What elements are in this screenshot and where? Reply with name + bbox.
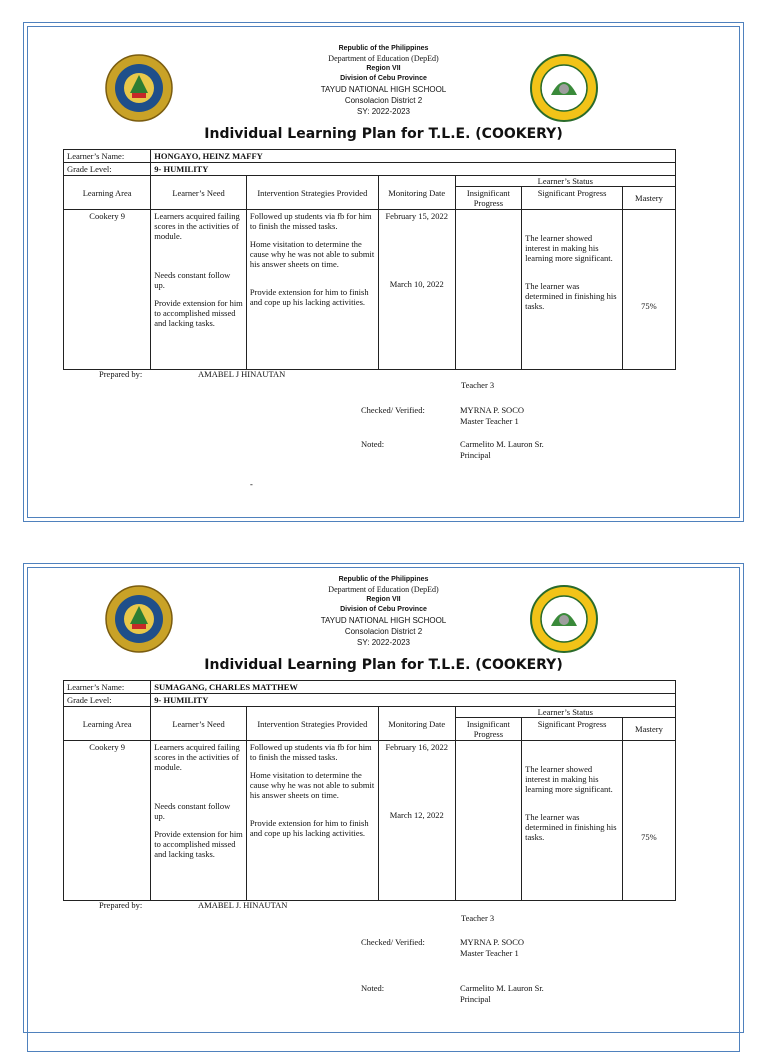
checked-label: Checked/ Verified: (361, 937, 425, 947)
region-line: Region VII (366, 65, 401, 72)
plan-title: Individual Learning Plan for T.L.E. (COOKERY) (204, 657, 563, 673)
school-name: TAYUD NATIONAL HIGH SCHOOL (320, 616, 447, 625)
need-1: Learners acquired failing scores in the activities of module. (154, 211, 240, 241)
date-1: February 16, 2022 (385, 742, 449, 752)
insignificant-cell (455, 210, 521, 370)
republic-line: Republic of the Philippines (338, 45, 429, 52)
col-intervention: Intervention Strategies Provided (246, 707, 378, 741)
plan-document-1 (23, 22, 744, 522)
department-line: Department of Education (DepEd) (328, 54, 439, 63)
col-learning-area: Learning Area (64, 176, 151, 210)
monitoring-date-cell (378, 210, 455, 370)
school-year: SY: 2022-2023 (357, 638, 410, 647)
strategy-2: Home visitation to determine the cause why he was not able to submit his answer sheets on time. (249, 770, 375, 800)
need-3: Provide extension for him to accomplished missed and lacking tasks. (154, 829, 243, 859)
need-1: Learners acquired failing scores in the activities of module. (154, 742, 240, 772)
division-line: Division of Cebu Province (340, 606, 427, 613)
noted-label: Noted: (361, 439, 385, 449)
prepared-by-name: AMABEL J HINAUTAN (198, 369, 286, 379)
prepared-by-label: Prepared by: (99, 900, 143, 910)
strategy-3: Provide extension for him to finish and cope up his lacking activities. (249, 818, 369, 838)
learning-area-cell: Cookery 9 (64, 210, 151, 370)
date-2: March 10, 2022 (389, 279, 444, 289)
col-learners-need: Learner’s Need (151, 176, 247, 210)
need-2: Needs constant follow up. (154, 270, 231, 290)
plan-document-2 (23, 563, 744, 1033)
checked-name: MYRNA P. SOCO (460, 405, 525, 415)
department-line: Department of Education (DepEd) (328, 585, 439, 594)
learning-plan-table (63, 149, 676, 370)
col-intervention: Intervention Strategies Provided (246, 176, 378, 210)
strategy-1: Followed up students via fb for him to finish the missed tasks. (249, 742, 372, 762)
insignificant-cell (455, 741, 521, 901)
col-learners-status: Learner’s Status (455, 707, 675, 718)
strategy-1: Followed up students via fb for him to finish the missed tasks. (249, 211, 372, 231)
learner-name: HONGAYO, HEINZ MAFFY (151, 150, 676, 163)
intervention-cell (246, 210, 378, 370)
school-header (24, 44, 743, 117)
significant-2: The learner was determined in finishing his tasks. (525, 812, 617, 842)
significant-cell (522, 210, 623, 370)
noted-title: Principal (460, 994, 491, 1004)
checked-title: Master Teacher 1 (460, 416, 519, 426)
mastery-cell (622, 210, 675, 370)
learner-name-label: Learner’s Name: (64, 150, 151, 163)
checked-label: Checked/ Verified: (361, 405, 425, 415)
mastery-value: 75% (641, 301, 657, 311)
col-significant-progress: Significant Progress (522, 718, 623, 741)
learning-area-cell: Cookery 9 (64, 741, 151, 901)
col-insignificant-progress: Insignificant Progress (455, 718, 521, 741)
learners-need-cell (151, 741, 247, 901)
plan-title: Individual Learning Plan for T.L.E. (COOKERY) (204, 126, 563, 142)
monitoring-date-cell (378, 741, 455, 901)
col-learners-status: Learner’s Status (455, 176, 675, 187)
col-learners-need: Learner’s Need (151, 707, 247, 741)
significant-1: The learner showed interest in making his learning more significant. (525, 764, 613, 794)
prepared-by-title: Teacher 3 (461, 380, 495, 390)
grade-level-label: Grade Level: (64, 694, 151, 707)
col-mastery: Mastery (622, 718, 675, 741)
grade-level: 9- HUMILITY (151, 163, 676, 176)
noted-name: Carmelito M. Lauron Sr. (460, 439, 544, 449)
date-1: February 15, 2022 (385, 211, 449, 221)
col-insignificant-progress: Insignificant Progress (455, 187, 521, 210)
strategy-3: Provide extension for him to finish and cope up his lacking activities. (249, 287, 369, 307)
mastery-cell (622, 741, 675, 901)
school-header (24, 575, 743, 648)
noted-name: Carmelito M. Lauron Sr. (460, 983, 544, 993)
significant-2: The learner was determined in finishing his tasks. (525, 281, 617, 311)
prepared-by-label: Prepared by: (99, 369, 143, 379)
col-significant-progress: Significant Progress (522, 187, 623, 210)
mastery-value: 75% (641, 832, 657, 842)
noted-title: Principal (460, 450, 491, 460)
intervention-cell (246, 741, 378, 901)
school-year: SY: 2022-2023 (357, 107, 410, 116)
date-2: March 12, 2022 (389, 810, 444, 820)
col-monitoring-date: Monitoring Date (378, 176, 455, 210)
prepared-by-title: Teacher 3 (461, 913, 495, 923)
learner-name-label: Learner’s Name: (64, 681, 151, 694)
stray-mark: - (250, 479, 253, 489)
region-line: Region VII (366, 596, 401, 603)
prepared-by-name: AMABEL J. HINAUTAN (198, 900, 288, 910)
republic-line: Republic of the Philippines (338, 576, 429, 583)
learner-name: SUMAGANG, CHARLES MATTHEW (151, 681, 676, 694)
col-monitoring-date: Monitoring Date (378, 707, 455, 741)
checked-name: MYRNA P. SOCO (460, 937, 525, 947)
need-3: Provide extension for him to accomplished missed and lacking tasks. (154, 298, 243, 328)
col-mastery: Mastery (622, 187, 675, 210)
grade-level-label: Grade Level: (64, 163, 151, 176)
district-line: Consolacion District 2 (344, 627, 423, 636)
learners-need-cell (151, 210, 247, 370)
grade-level: 9- HUMILITY (151, 694, 676, 707)
district-line: Consolacion District 2 (344, 96, 423, 105)
significant-1: The learner showed interest in making his learning more significant. (525, 233, 613, 263)
strategy-2: Home visitation to determine the cause why he was not able to submit his answer sheets on time. (249, 239, 375, 269)
need-2: Needs constant follow up. (154, 801, 231, 821)
col-learning-area: Learning Area (64, 707, 151, 741)
significant-cell (522, 741, 623, 901)
noted-label: Noted: (361, 983, 385, 993)
learning-plan-table (63, 680, 676, 901)
checked-title: Master Teacher 1 (460, 948, 519, 958)
school-name: TAYUD NATIONAL HIGH SCHOOL (320, 85, 447, 94)
division-line: Division of Cebu Province (340, 75, 427, 82)
